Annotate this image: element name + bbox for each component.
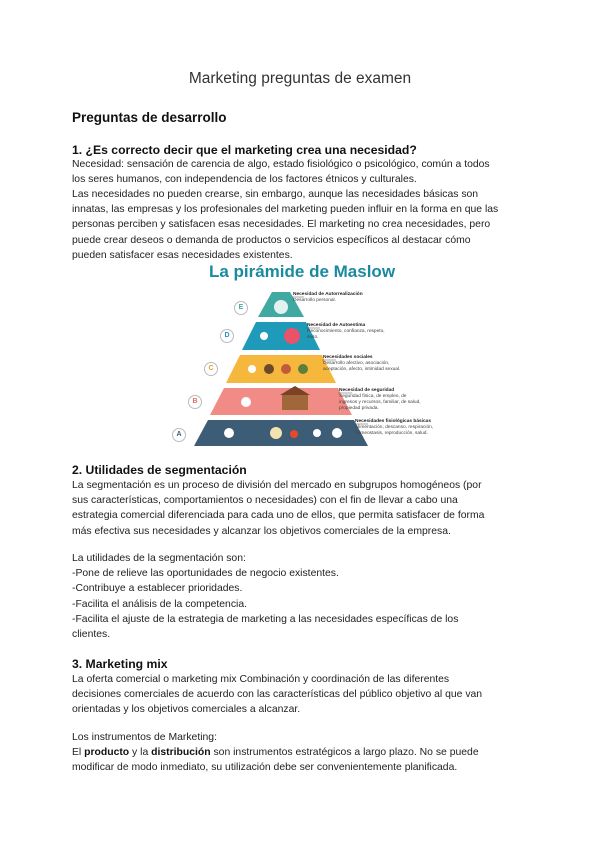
maslow-title: La pirámide de Maslow <box>208 262 396 281</box>
text-line: más efectiva sus necesidades y alcanzar los objetivos comerciales de la empresa. <box>72 525 451 537</box>
question-2-heading: 2. Utilidades de segmentación <box>72 463 247 477</box>
tier-a-label <box>355 419 447 437</box>
list-item: -Contribuye a establecer prioridades. <box>72 583 243 595</box>
heart-icon <box>313 429 321 437</box>
text-fragment: El <box>72 747 85 758</box>
tier-d-letter: D <box>220 329 234 343</box>
text-line: estrategia comercial diferenciada para cada uno de ellos, que permita satisfacer de forma <box>72 510 485 522</box>
text-line: -Facilita el ajuste de la estrategia de marketing a las necesidades específicas de los <box>72 614 459 625</box>
document-title: Marketing preguntas de examen <box>188 70 412 87</box>
list-intro: La utilidades de la segmentación son: <box>72 553 246 564</box>
tier-d-label <box>307 323 385 341</box>
tier-b-letter: B <box>188 395 202 409</box>
text-line: decisiones comerciales de acuerdo con las características del público objetivo al que van <box>72 689 483 701</box>
tier-e-letter: E <box>234 301 248 315</box>
food-icon <box>270 427 282 439</box>
heart-icon <box>284 328 300 344</box>
instruments-intro: Los instrumentos de Marketing: <box>72 732 217 743</box>
question-3-heading: 3. Marketing mix <box>72 657 168 671</box>
segmentation-uses-list <box>72 551 528 612</box>
section-subtitle: Preguntas de desarrollo <box>72 110 227 125</box>
tier-d-text: Reconocimiento, confianza, respeto, éxito. <box>307 329 385 340</box>
tier-d-heading: Necesidad de Autoestima <box>307 323 366 328</box>
text-fragment: son instrumentos estratégicos a largo plazo. No se puede <box>210 747 479 758</box>
tier-b-band <box>210 388 352 415</box>
tier-e-label <box>293 292 373 304</box>
question-3-paragraph-1 <box>72 672 528 718</box>
text-line: innatas, las empresas y los profesionales del marketing pueden influir en la forma en que las <box>72 204 499 216</box>
question-2-paragraph-1 <box>72 478 528 539</box>
tier-c-heading: Necesidades sociales <box>323 355 373 360</box>
text-line: Necesidad: sensación de carencia de algo, estado fisiológico o psicológico, común a todos <box>72 159 490 170</box>
text-line: La oferta comercial o marketing mix Combinación y coordinación de las diferentes <box>72 674 450 685</box>
people-icon <box>298 364 308 374</box>
question-3-paragraph-2 <box>72 745 528 775</box>
tier-c-label <box>323 355 405 373</box>
text-line: clientes. <box>72 629 111 641</box>
tier-c-text: Desarrollo afectivo, asociación, aceptación, afecto, intimidad sexual. <box>323 361 401 372</box>
tier-e-heading: Necesidad de Autorrealización <box>293 292 363 297</box>
tier-b-text: Seguridad física, de empleo, de ingresos y recursos, familiar, de salud, propiedad privada. <box>339 394 421 411</box>
tier-c-letter: C <box>204 362 218 376</box>
tier-a-letter: A <box>172 428 186 442</box>
target-icon <box>241 397 251 407</box>
text-line: Las necesidades no pueden crearse, sin embargo, aunque las necesidades básicas son <box>72 189 479 200</box>
text-line: La segmentación es un proceso de división del mercado en subgrupos homogéneos (por <box>72 480 482 491</box>
text-line: sus características, comportamientos o necesidades) con el fin de llevar a cabo una <box>72 495 458 507</box>
text-line: personas perciben y satisfacen esas necesidades. El marketing no crea necesidades, pero <box>72 219 491 231</box>
people-icon <box>248 365 256 373</box>
people-icon <box>264 364 274 374</box>
keyword-distribucion: distribución <box>151 747 211 758</box>
list-item-4 <box>72 612 528 642</box>
tier-b-label <box>339 388 423 412</box>
keyword-producto: producto <box>84 747 130 758</box>
lungs-icon <box>332 428 342 438</box>
text-line: los seres humanos, con independencia de los factores étnicos y culturales. <box>72 174 417 186</box>
person-icon <box>274 300 288 314</box>
question-1-paragraph-1 <box>72 157 528 187</box>
question-1-paragraph-2 <box>72 187 528 263</box>
gear-icon <box>224 428 234 438</box>
people-icon <box>281 364 291 374</box>
text-line: orientadas y los objetivos comerciales a alcanzar. <box>72 704 301 716</box>
maslow-pyramid-figure <box>154 262 450 448</box>
tier-a-text: Alimentación, descanso, respiración, homeostasis, reproducción, salud. <box>355 425 434 436</box>
tier-a-heading: Necesidades fisiológicas básicas <box>355 419 431 424</box>
text-fragment: y la <box>129 747 152 758</box>
list-item: -Pone de relieve las oportunidades de negocio existentes. <box>72 568 339 580</box>
food-icon <box>290 430 298 438</box>
text-line: modificar de modo inmediato, su utilización debe ser convenientemente planificada. <box>72 762 458 774</box>
star-icon <box>260 332 268 340</box>
question-1-heading: 1. ¿Es correcto decir que el marketing crea una necesidad? <box>72 143 417 157</box>
tier-b-heading: Necesidad de seguridad <box>339 388 395 393</box>
house-icon <box>282 394 308 410</box>
text-line: pueden satisfacer esas necesidades existentes. <box>72 249 293 261</box>
list-item: -Facilita el análisis de la competencia. <box>72 598 247 610</box>
tier-e-text: Desarrollo personal. <box>293 298 336 303</box>
text-line: puede crear deseos o demanda de productos o servicios específicos al destacar cómo <box>72 234 471 246</box>
